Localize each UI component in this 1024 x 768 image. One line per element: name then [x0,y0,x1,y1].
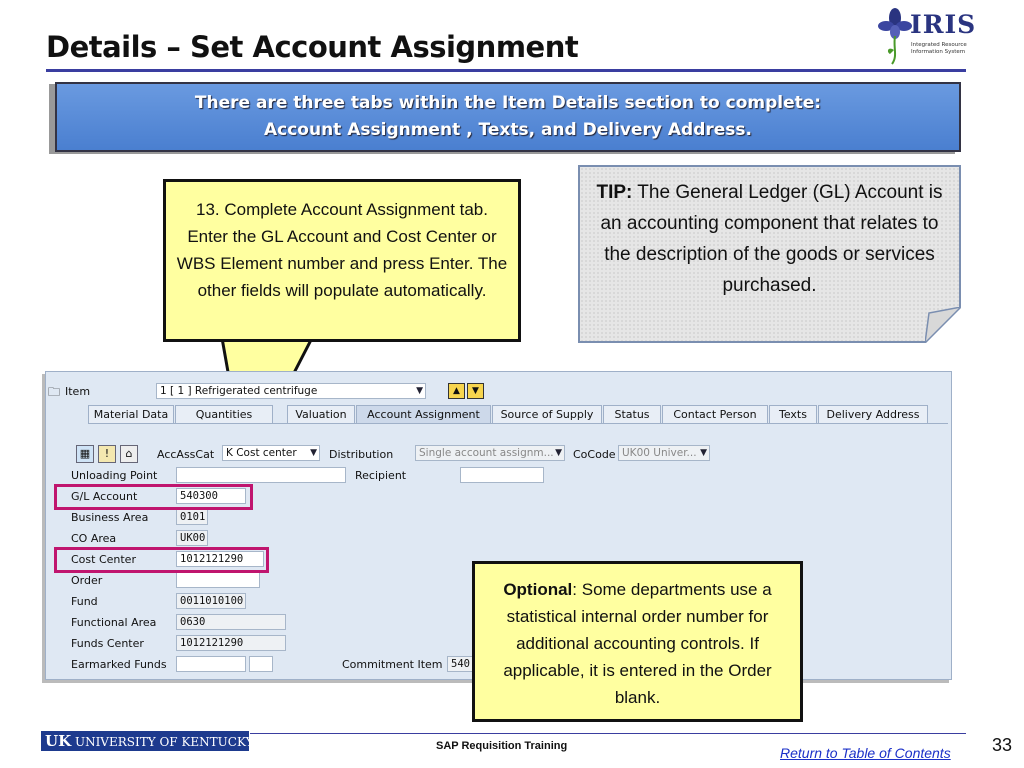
optional-text: : Some departments use a statistical internal order number for additional accounting controls. If applicable, it is entered in the Order blank. [503,580,772,707]
chevron-down-icon: ▼ [416,386,423,396]
multiple-account-assignment-icon[interactable]: ▦ [76,445,94,463]
acc-ass-cat-value: K Cost center [226,447,297,459]
uk-mark: UK [45,732,72,750]
tab-source-of-supply[interactable]: Source of Supply [492,405,602,423]
item-select[interactable] [156,383,426,399]
acc-ass-cat-label: AccAssCat [157,448,215,461]
info-icon[interactable]: ! [98,445,116,463]
order-label: Order [71,574,103,587]
optional-label: Optional [503,580,573,599]
earmarked-funds-label: Earmarked Funds [71,658,167,671]
unloading-point-label: Unloading Point [71,469,158,482]
optional-callout [472,561,803,722]
recipient-input[interactable] [460,467,544,483]
item-detail-icon: 🗀 [48,385,61,399]
earmarked-funds-input[interactable] [176,656,246,672]
banner-line-2: Account Assignment , Texts, and Delivery Address. [263,120,752,140]
account-assignment-icon[interactable]: ⌂ [120,445,138,463]
acc-ass-cat-select[interactable] [222,445,320,461]
cost-center-highlight [54,547,269,573]
chevron-down-icon: ▼ [310,448,317,458]
return-to-toc-link[interactable]: Return to Table of Contents [780,745,951,761]
item-label: Item [65,385,91,398]
cocode-select[interactable] [618,445,710,461]
business-area-input[interactable]: 0101 [176,509,208,525]
logo-word: IRIS [910,10,977,39]
gl-account-highlight [54,484,253,510]
tab-delivery-address[interactable]: Delivery Address [818,405,928,423]
tab-texts[interactable]: Texts [769,405,817,423]
funds-center-label: Funds Center [71,637,144,650]
tab-quantities[interactable]: Quantities [175,405,273,423]
tab-account-assignment[interactable]: Account Assignment [356,405,491,423]
commitment-item-input[interactable]: 540 [447,656,477,672]
next-item-button[interactable]: ▼ [467,383,484,399]
footer-rule [250,733,966,734]
order-input[interactable] [176,572,260,588]
tab-status[interactable]: Status [603,405,661,423]
logo-subtitle: Integrated Resource Information System [911,42,967,55]
fund-input[interactable]: 0011010100 [176,593,246,609]
distribution-select[interactable] [415,445,565,461]
functional-area-label: Functional Area [71,616,157,629]
tab-valuation[interactable]: Valuation [287,405,355,423]
tab-divider [88,423,948,424]
cost-center-label: Cost Center [71,553,136,566]
recipient-label: Recipient [355,469,407,482]
unloading-point-input[interactable] [176,467,346,483]
chevron-down-icon: ▼ [700,448,707,458]
gl-account-label: G/L Account [71,490,138,503]
co-area-input[interactable]: UK00 [176,530,208,546]
gl-account-input[interactable]: 540300 [176,488,246,504]
page-fold-icon [925,307,961,343]
university-name: UNIVERSITY OF KENTUCKY [74,735,254,749]
tip-text: The General Ledger (GL) Account is an accounting component that relates to the description of the goods or services purchased. [600,182,943,296]
previous-item-button[interactable]: ▲ [448,383,465,399]
cost-center-input[interactable]: 1012121290 [176,551,264,567]
commitment-item-label: Commitment Item [342,658,443,671]
banner-line-1: There are three tabs within the Item Details section to complete: [194,93,822,113]
chevron-down-icon: ▼ [555,448,562,458]
cocode-value: UK00 Univer... [622,447,697,459]
tip-label: TIP: [596,182,633,203]
tab-material-data[interactable]: Material Data [88,405,174,423]
page-number: 33 [992,735,1013,755]
earmarked-funds-item-input[interactable] [249,656,273,672]
cocode-label: CoCode [573,448,616,461]
fund-label: Fund [71,595,98,608]
university-of-kentucky-logo [41,731,254,751]
distribution-label: Distribution [329,448,394,461]
item-select-value: 1 [ 1 ] Refrigerated centrifuge [160,385,318,397]
co-area-label: CO Area [71,532,117,545]
functional-area-input[interactable]: 0630 [176,614,286,630]
funds-center-input[interactable]: 1012121290 [176,635,286,651]
slide-title: Details – Set Account Assignment [46,30,579,64]
tip-box [578,165,961,343]
business-area-label: Business Area [71,511,149,524]
footer-course-title: SAP Requisition Training [436,740,568,752]
step-13-callout: 13. Complete Account Assignment tab. Enter the GL Account and Cost Center or WBS Element number and press Enter. The other fields will populate automatically. [163,179,521,342]
distribution-value: Single account assignm... [419,447,554,459]
tab-contact-person[interactable]: Contact Person [662,405,768,423]
